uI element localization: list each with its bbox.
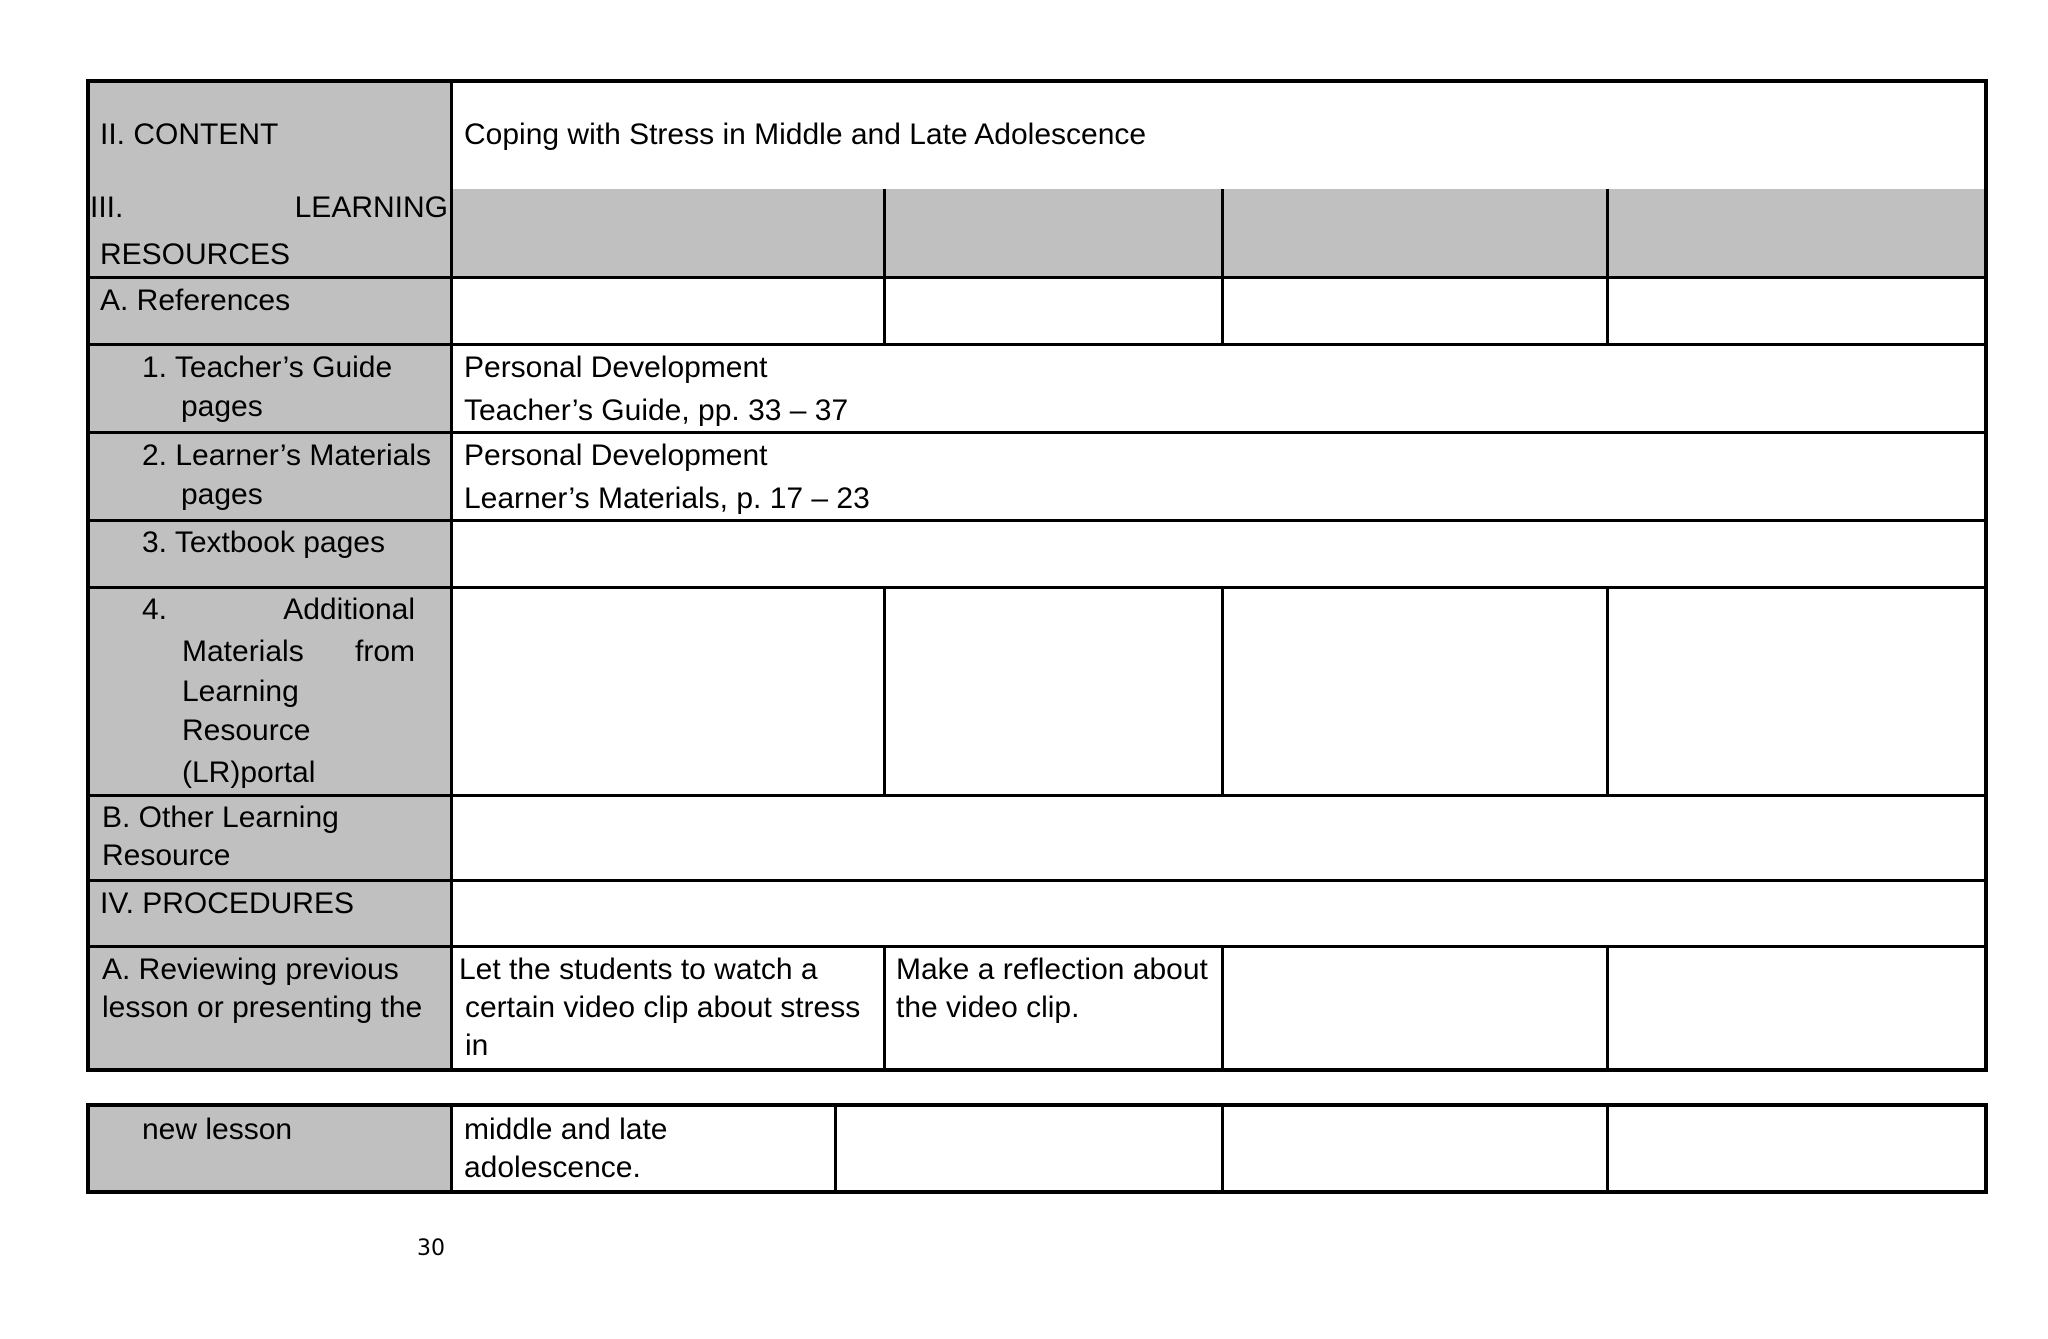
column-divider [1221, 1107, 1224, 1190]
column-divider [883, 189, 886, 343]
other-resource-label-line2: Resource [102, 839, 231, 872]
learners-materials-label: 2. Learner’s Materials [142, 439, 432, 472]
reviewing-activity-1-line3: in [465, 1029, 489, 1062]
column-divider [1221, 189, 1224, 343]
column-divider [450, 1107, 453, 1190]
row-divider [90, 945, 1984, 948]
textbook-label: 3. Textbook pages [142, 526, 385, 559]
teachers-guide-label-line2: pages [181, 390, 263, 423]
row-divider [90, 586, 1984, 589]
column-divider [450, 83, 453, 1068]
continuation-table [86, 1103, 1988, 1194]
procedures-label: IV. PROCEDURES [100, 887, 354, 920]
teachers-guide-value-line2: Teacher’s Guide, pp. 33 – 37 [464, 394, 849, 427]
learning-resources-header-band [453, 189, 1984, 276]
column-divider [1606, 945, 1609, 1068]
row-divider [90, 794, 1984, 797]
learners-materials-value: Personal Development [464, 439, 768, 472]
additional-label-materials: Materials [182, 635, 304, 668]
additional-label-learning: Learning [182, 675, 299, 708]
additional-label-word: Additional [283, 593, 415, 626]
reviewing-activity-2-line2: the video clip. [896, 991, 1080, 1024]
column-divider [1606, 1107, 1609, 1190]
reviewing-activity-1-line2: certain video clip about stress [465, 991, 861, 1024]
additional-label-resource: Resource [182, 714, 311, 747]
learning-resources-label-line2: RESOURCES [100, 238, 291, 271]
reviewing-activity-2: Make a reflection about [896, 953, 1208, 986]
teachers-guide-label: 1. Teacher’s Guide [142, 351, 393, 384]
learning-resources-label-word: LEARNING [294, 191, 448, 224]
additional-label-from: from [355, 635, 415, 668]
page-number: 30 [417, 1236, 445, 1261]
learners-materials-label-line2: pages [181, 478, 263, 511]
column-divider [883, 586, 886, 794]
other-resource-label: B. Other Learning [102, 801, 339, 834]
column-divider [1606, 586, 1609, 794]
row-divider [90, 519, 1984, 522]
content-label: II. CONTENT [100, 118, 279, 151]
learners-materials-value-line2: Learner’s Materials, p. 17 – 23 [464, 482, 870, 515]
row-divider [90, 343, 1984, 346]
column-divider [1221, 586, 1224, 794]
column-divider [1606, 189, 1609, 343]
content-value: Coping with Stress in Middle and Late Adolescence [464, 118, 1147, 151]
reviewing-label-line2: lesson or presenting the [102, 991, 423, 1024]
learning-resources-label-num: III. [90, 191, 124, 224]
column-divider [834, 1107, 837, 1190]
additional-label-num: 4. [142, 593, 168, 626]
teachers-guide-value: Personal Development [464, 351, 768, 384]
column-divider [883, 945, 886, 1068]
continuation-label: new lesson [142, 1113, 293, 1146]
lesson-plan-table [86, 79, 1988, 1072]
column-divider [1221, 945, 1224, 1068]
reviewing-activity-1: Let the students to watch a [459, 953, 818, 986]
reviewing-label: A. Reviewing previous [102, 953, 399, 986]
row-divider [90, 276, 1984, 279]
references-label: A. References [100, 284, 291, 317]
row-divider [90, 879, 1984, 882]
continuation-activity-1-line2: adolescence. [464, 1151, 641, 1184]
continuation-activity-1: middle and late [464, 1113, 668, 1146]
additional-label-portal: (LR)portal [182, 756, 316, 789]
row-divider [90, 431, 1984, 434]
